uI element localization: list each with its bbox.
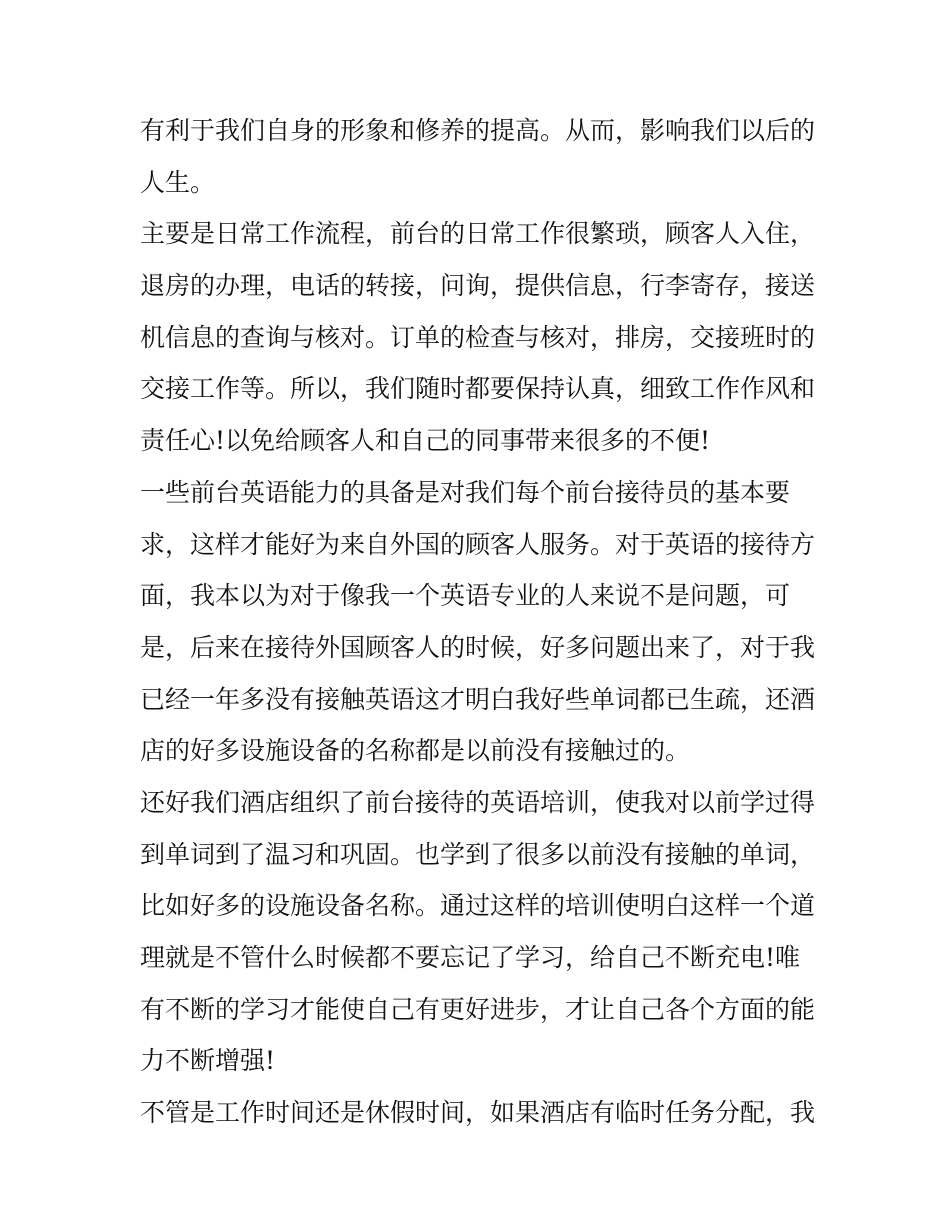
text-line: 有利于我们自身的形象和修养的提高。从而，影响我们以后的 bbox=[140, 116, 816, 145]
text-line: 到单词到了温习和巩固。也学到了很多以前没有接触的单词， bbox=[140, 839, 816, 869]
text-line: 责任心!以免给顾客人和自己的同事带来很多的不便! bbox=[140, 426, 711, 456]
text-line: 理就是不管什么时候都不要忘记了学习，给自己不断充电!唯 bbox=[140, 943, 801, 972]
text-line: 一些前台英语能力的具备是对我们每个前台接待员的基本要 bbox=[140, 477, 791, 507]
text-line: 还好我们酒店组织了前台接待的英语培训，使我对以前学过得 bbox=[140, 787, 816, 817]
text-line: 交接工作等。所以，我们随时都要保持认真，细致工作作风和 bbox=[140, 374, 816, 404]
text-line: 有不断的学习才能使自己有更好进步，才让自己各个方面的能 bbox=[140, 994, 816, 1024]
text-line: 面，我本以为对于像我一个英语专业的人来说不是问题，可 bbox=[140, 581, 791, 611]
text-line: 机信息的查询与核对。订单的检查与核对，排房，交接班时的 bbox=[140, 322, 816, 352]
text-line: 比如好多的设施设备名称。通过这样的培训使明白这样一个道 bbox=[140, 891, 816, 921]
text-line: 求，这样才能好为来自外国的顾客人服务。对于英语的接待方 bbox=[140, 529, 816, 559]
text-line: 是，后来在接待外国顾客人的时候，好多问题出来了，对于我 bbox=[140, 632, 816, 662]
text-line: 不管是工作时间还是休假时间，如果酒店有临时任务分配，我 bbox=[140, 1098, 816, 1128]
body-text bbox=[140, 105, 820, 1139]
text-line: 力不断增强! bbox=[140, 1046, 276, 1076]
text-line: 已经一年多没有接触英语这才明白我好些单词都已生疏，还酒 bbox=[140, 684, 816, 714]
text-line: 店的好多设施设备的名称都是以前没有接触过的。 bbox=[140, 736, 691, 766]
text-line: 主要是日常工作流程，前台的日常工作很繁琐，顾客人入住， bbox=[140, 219, 816, 249]
text-line: 人生。 bbox=[140, 167, 216, 197]
text-line: 退房的办理，电话的转接，问询，提供信息，行李寄存，接送 bbox=[140, 271, 816, 301]
